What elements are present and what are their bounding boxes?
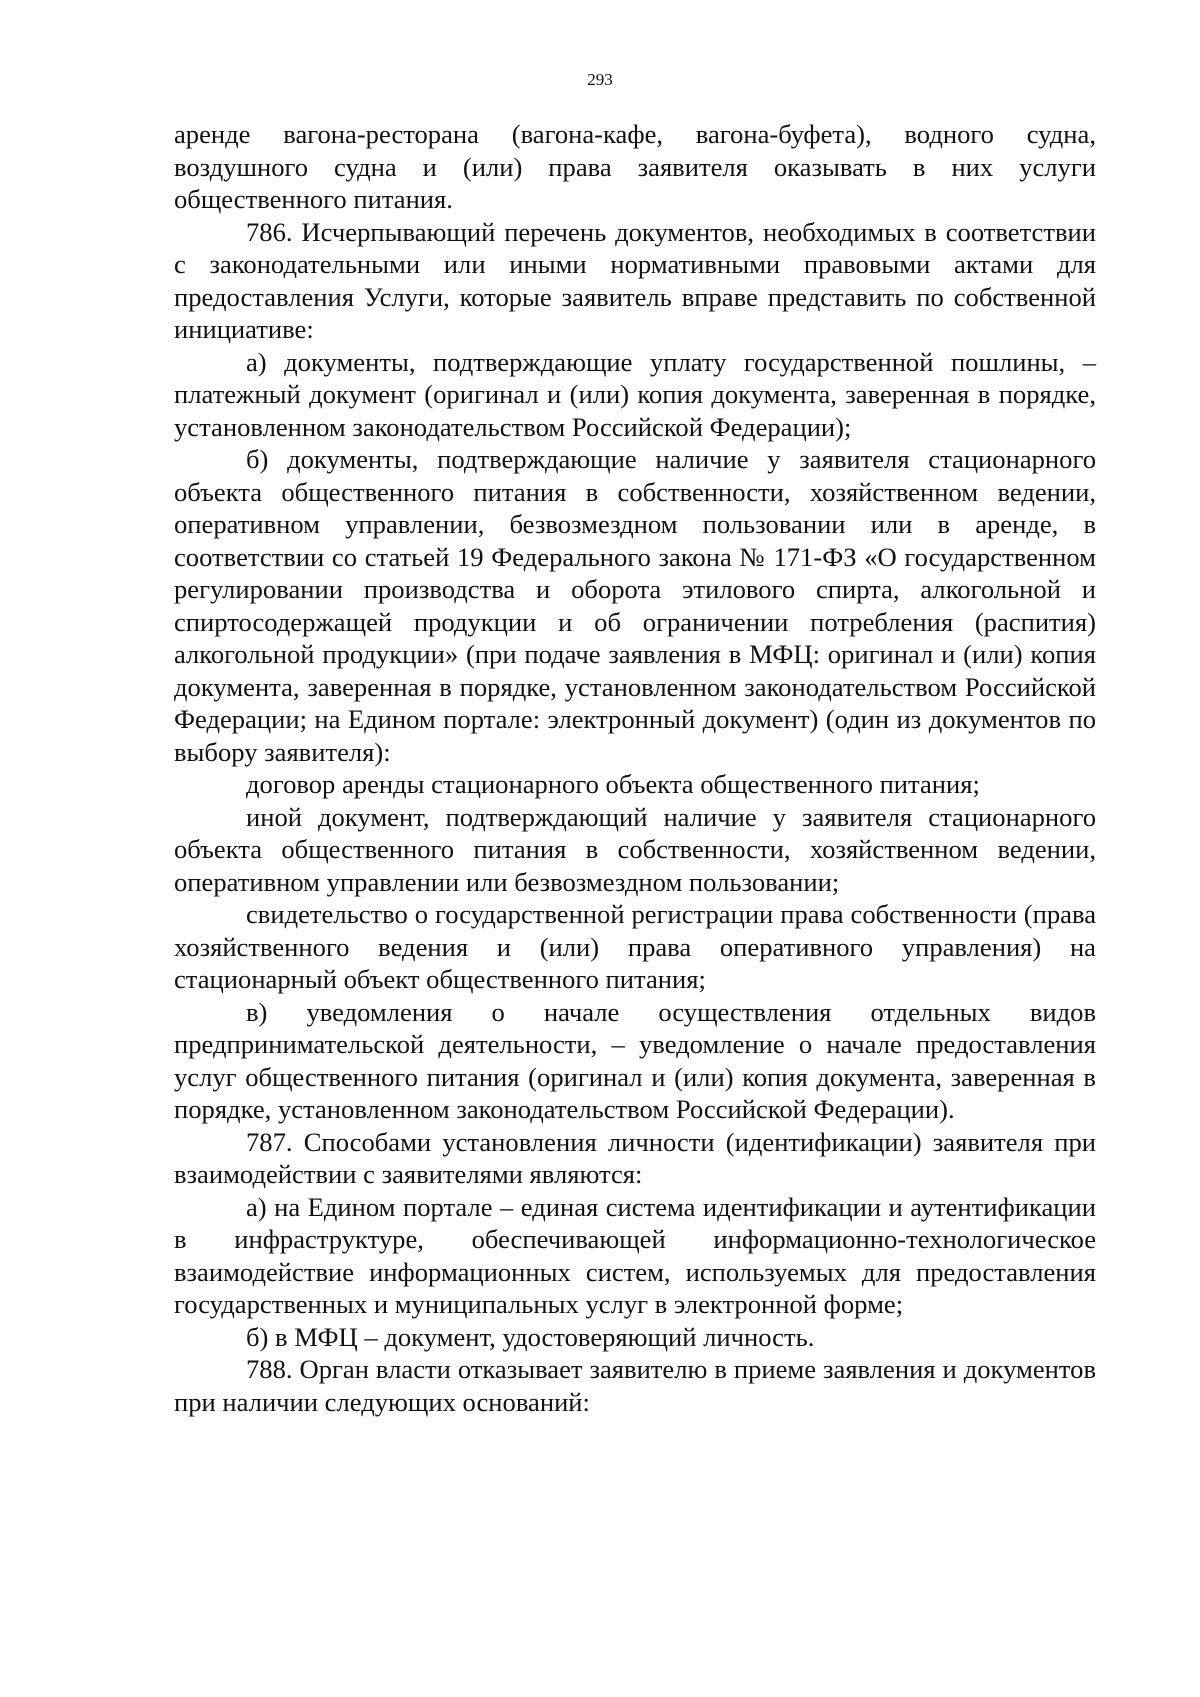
paragraph-787-a: а) на Едином портале – единая система идентификации и аутентификации в инфраструктуре, обеспечивающей информационно-технологическое взаимодействие информационных систем, используемых для предоставления государственных и муниципальных услуг в электронной форме;	[174, 1191, 1096, 1319]
paragraph-787: 787. Способами установления личности (идентификации) заявителя при взаимодействии с заявителями являются:	[174, 1126, 1096, 1189]
paragraph-786-v: в) уведомления о начале осуществления отдельных видов предпринимательской деятельности, – уведомление о начале предоставления услуг общественного питания (оригинал и (или) копия документа, заверенная в порядке, установленном законодательством Российской Федерации).	[174, 996, 1096, 1124]
paragraph-788: 788. Орган власти отказывает заявителю в приеме заявления и документов при наличии следующих оснований:	[174, 1354, 1096, 1417]
paragraph-786-b-item-3: свидетельство о государственной регистрации права собственности (права хозяйственного ведения и (или) права оперативного управления) на стационарный объект общественного питания;	[174, 899, 1096, 994]
paragraph-786-a: а) документы, подтверждающие уплату государственной пошлины, – платежный документ (оригинал и (или) копия документа, заверенная в порядке, установленном законодательством Российской Федерации);	[174, 346, 1096, 442]
paragraph-786-b-item-1: договор аренды стационарного объекта общественного питания;	[246, 769, 980, 799]
page-number: 293	[587, 70, 613, 89]
paragraph-continuation: аренде вагона-ресторана (вагона-кафе, вагона-буфета), водного судна, воздушного судна и (или) права заявителя оказывать в них услуги общественного питания.	[174, 119, 1096, 214]
paragraph-786-b: б) документы, подтверждающие наличие у заявителя стационарного объекта общественного питания в собственности, хозяйственном ведении, оперативном управлении, безвозмездном пользовании или в аренде, в соответствии со статьей 19 Федерального закона № 171-ФЗ «О государственном регулировании производства и оборота этилового спирта, алкогольной и спиртосодержащей продукции и об ограничении потребления (распития) алкогольной продукции» (при подаче заявления в МФЦ: оригинал и (или) копия документа, заверенная в порядке, установленном законодательством Российской Федерации; на Едином портале: электронный документ) (один из документов по выбору заявителя):	[174, 444, 1096, 767]
paragraph-786-b-item-2: иной документ, подтверждающий наличие у заявителя стационарного объекта общественного питания в собственности, хозяйственном ведении, оперативном управлении или безвозмездном пользовании;	[174, 801, 1096, 897]
document-body	[174, 118, 1096, 1418]
paragraph-787-b: б) в МФЦ – документ, удостоверяющий личность.	[246, 1321, 815, 1352]
paragraph-786: 786. Исчерпывающий перечень документов, необходимых в соответствии с законодательными или иными нормативными правовыми актами для предоставления Услуги, которые заявитель вправе представить по собственной инициативе:	[174, 216, 1096, 344]
